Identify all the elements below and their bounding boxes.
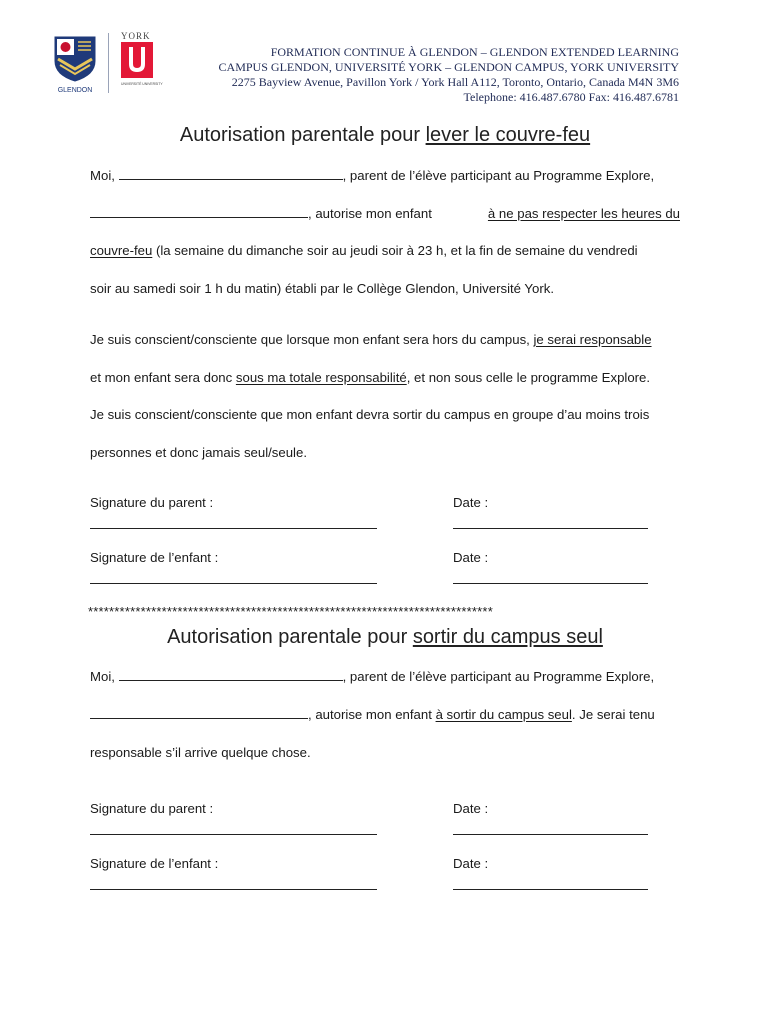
s1-couvrefeu-rest: (la semaine du dimanche soir au jeudi soir à 23 h, et la fin de semaine du vendredi [152, 243, 638, 258]
s2-date2-label: Date : [453, 856, 489, 871]
s1-child-name-field[interactable] [90, 205, 308, 218]
york-logo-text: YORK [121, 31, 151, 41]
s1-resp2-plain-a: et mon enfant sera donc [90, 370, 236, 385]
s2-child-name-field[interactable] [90, 706, 308, 719]
s2-autorise-rest: . Je serai tenu [571, 707, 655, 722]
s2-date1-line[interactable] [453, 834, 648, 835]
s1-line-4: soir au samedi soir 1 h du matin) établi par le Collège Glendon, Université York. [90, 281, 555, 296]
s1-date2-label: Date : [453, 550, 489, 565]
s2-autorise-underlined: à sortir du campus seul [435, 707, 572, 722]
s1-resp1-underlined: je serai responsable [533, 332, 652, 347]
section2-title [0, 626, 770, 649]
s1-resp2-underlined: sous ma totale responsabilité [235, 370, 407, 385]
s1-autorise-text: , autorise mon enfant [308, 206, 432, 221]
section1-title-plain: Autorisation parentale pour [179, 124, 426, 146]
s1-sig-child-label: Signature de l’enfant : [90, 550, 219, 565]
section-separator: ***************************************************************************** [88, 604, 493, 619]
s1-line-autorise [90, 205, 680, 223]
s1-sig-parent-line[interactable] [90, 528, 377, 529]
s2-sig-parent-line[interactable] [90, 834, 377, 835]
glendon-logo [50, 33, 100, 95]
logo-divider [108, 33, 109, 93]
s1-autorise-underlined: à ne pas respecter les heures du [487, 206, 680, 221]
s2-line-moi [90, 668, 680, 686]
s1-resp-line-2 [90, 369, 680, 387]
section1-title [0, 124, 770, 147]
s1-sig-parent-label: Signature du parent : [90, 495, 214, 510]
s2-sig-child-label: Signature de l’enfant : [90, 856, 219, 871]
s2-line-autorise [90, 706, 680, 724]
header-line-4: Telephone: 416.487.6780 Fax: 416.487.6781 [463, 90, 679, 104]
s1-resp-line-1 [90, 331, 680, 349]
s2-date2-line[interactable] [453, 889, 648, 890]
s2-sig-child-line[interactable] [90, 889, 377, 890]
header-line-1: FORMATION CONTINUE À GLENDON – GLENDON EXTENDED LEARNING [270, 45, 679, 59]
s1-date2-line[interactable] [453, 583, 648, 584]
s1-moi-label: Moi, [90, 168, 115, 183]
s1-resp-line-4: personnes et donc jamais seul/seule. [90, 445, 307, 460]
s2-moi-label: Moi, [90, 669, 115, 684]
s2-date1-label: Date : [453, 801, 489, 816]
header-address [219, 45, 679, 105]
york-logo-subtext: UNIVERSITÉ UNIVERSITY [121, 82, 163, 86]
s2-parent-of-text: , parent de l’élève participant au Programme Explore, [342, 669, 655, 684]
section2-title-plain: Autorisation parentale pour [167, 626, 413, 648]
s2-sig-parent-label: Signature du parent : [90, 801, 214, 816]
section2-title-underlined: sortir du campus seul [412, 626, 603, 648]
section1-title-underlined: lever le couvre-feu [425, 124, 591, 146]
s1-resp-line-3: Je suis conscient/consciente que mon enfant devra sortir du campus en groupe d’au moins trois [90, 407, 650, 422]
header-line-2: CAMPUS GLENDON, UNIVERSITÉ YORK – GLENDON CAMPUS, YORK UNIVERSITY [218, 60, 679, 74]
s1-parent-name-field[interactable] [119, 167, 343, 180]
s1-resp2-plain-b: , et non sous celle le programme Explore. [406, 370, 651, 385]
s1-couvrefeu-underlined: couvre-feu [90, 243, 153, 258]
s1-sig-child-line[interactable] [90, 583, 377, 584]
s1-parent-of-text: , parent de l’élève participant au Programme Explore, [342, 168, 655, 183]
header-line-3: 2275 Bayview Avenue, Pavillon York / York Hall A112, Toronto, Ontario, Canada M4N 3M6 [231, 75, 679, 89]
s2-autorise-text: , autorise mon enfant [308, 707, 436, 722]
s1-line-moi [90, 167, 680, 185]
s1-date1-label: Date : [453, 495, 489, 510]
glendon-logo-text: GLENDON [57, 87, 93, 94]
s1-line-couvrefeu [90, 242, 680, 260]
york-logo [118, 30, 163, 92]
s2-line-3: responsable s’il arrive quelque chose. [90, 745, 311, 760]
s1-date1-line[interactable] [453, 528, 648, 529]
s2-parent-name-field[interactable] [119, 668, 343, 681]
s1-resp1-plain: Je suis conscient/consciente que lorsque mon enfant sera hors du campus, [90, 332, 534, 347]
